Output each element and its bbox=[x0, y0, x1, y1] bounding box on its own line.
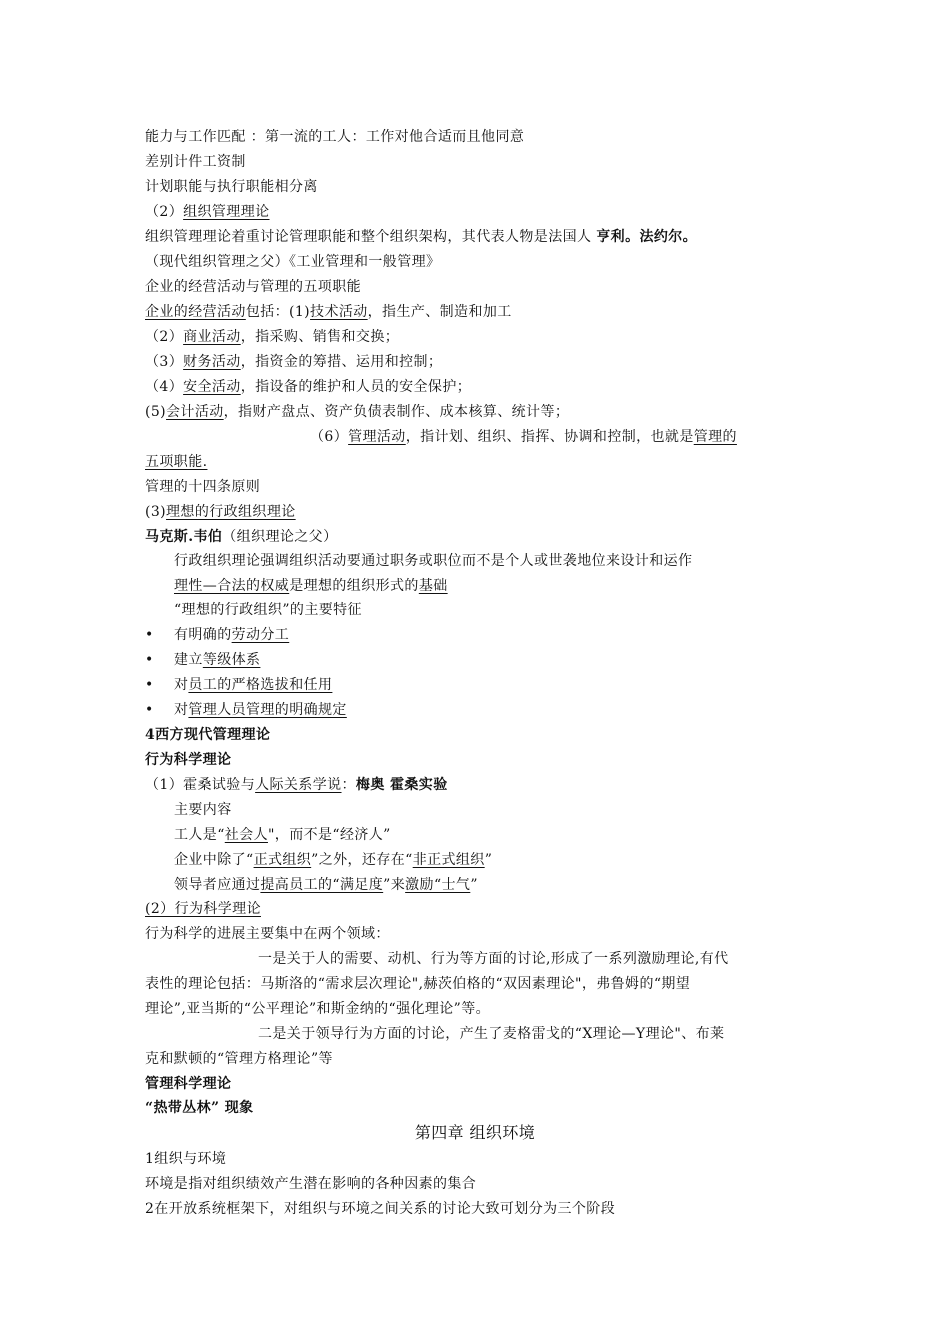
underlined-term: 社会人 bbox=[224, 827, 268, 843]
underlined-term: 员工的严格选拔和任用 bbox=[188, 677, 333, 693]
text-span: 2在开放系统框架下，对组织与环境之间关系的讨论大致可划分为三个阶段 bbox=[145, 1201, 616, 1217]
underlined-term: 管理人员管理的明确规定 bbox=[188, 702, 347, 718]
text-line bbox=[145, 128, 810, 146]
underlined-term: 理想的行政组织理论 bbox=[166, 504, 296, 520]
bullet-item bbox=[145, 651, 810, 669]
underlined-term: 正式组织 bbox=[253, 852, 312, 868]
text-span: "，而不是“经济人” bbox=[267, 827, 391, 843]
text-span: ” bbox=[470, 877, 478, 893]
text-line bbox=[145, 353, 810, 371]
text-span: 一是关于人的需要、动机、行为等方面的讨论,形成了一系列激励理论,有代 bbox=[258, 951, 729, 967]
text-line bbox=[145, 403, 810, 421]
text-line bbox=[174, 851, 839, 869]
text-line bbox=[145, 975, 810, 993]
text-span: (3) bbox=[145, 504, 167, 520]
bold-name: 马克斯.韦伯 bbox=[145, 529, 223, 545]
text-span: ，指设备的维护和人员的安全保护； bbox=[240, 379, 472, 395]
bold-name: 亨利。法约尔。 bbox=[596, 229, 698, 245]
text-span: （4） bbox=[145, 379, 184, 395]
text-line bbox=[145, 328, 810, 346]
underlined-term: 财务活动 bbox=[183, 354, 241, 370]
text-span: ，指财产盘点、资产负债表制作、成本核算、统计等； bbox=[223, 404, 570, 420]
underlined-term: 等级体系 bbox=[202, 652, 261, 668]
text-span: 第四章 组织环境 bbox=[414, 1123, 536, 1142]
text-span: 行为科学的进展主要集中在两个领域： bbox=[145, 926, 390, 942]
underlined-term: 理性—合法的权威 bbox=[174, 578, 290, 594]
underlined-term: (2）行为科学理论 bbox=[145, 901, 261, 917]
text-span: (5) bbox=[145, 404, 167, 420]
text-span: 管理的十四条原则 bbox=[145, 479, 261, 495]
text-span: 克和默顿的“管理方格理论”等 bbox=[145, 1051, 333, 1067]
bullet-icon: • bbox=[145, 652, 154, 668]
section-heading bbox=[145, 751, 810, 769]
text-span: 能力与工作匹配 ：第一流的工人：工作对他合适而且他同意 bbox=[145, 129, 525, 145]
text-span: （组织理论之父） bbox=[222, 529, 338, 545]
text-line bbox=[145, 1175, 810, 1193]
text-line bbox=[258, 1025, 810, 1043]
bullet-icon: • bbox=[145, 627, 154, 643]
text-line bbox=[174, 826, 839, 844]
underlined-term: 提高员工的“满足度 bbox=[260, 877, 384, 893]
text-line bbox=[145, 253, 810, 271]
text-line bbox=[145, 1150, 810, 1168]
underlined-term: 激励“士气 bbox=[405, 877, 471, 893]
text-line bbox=[174, 577, 839, 595]
text-span: （1）霍桑试验与 bbox=[145, 777, 256, 793]
text-line bbox=[145, 378, 810, 396]
text-span: 企业的经营活动与管理的五项职能 bbox=[145, 279, 361, 295]
text-span: 计划职能与执行职能相分离 bbox=[145, 179, 318, 195]
text-line bbox=[145, 228, 810, 246]
underlined-term: 企业的经营活动 bbox=[145, 304, 246, 320]
text-line bbox=[145, 1050, 810, 1068]
text-span: 环境是指对组织绩效产生潜在影响的各种因素的集合 bbox=[145, 1176, 477, 1192]
text-span: ，指资金的筹措、运用和控制； bbox=[240, 354, 443, 370]
text-span: 1组织与环境 bbox=[145, 1151, 227, 1167]
section-heading bbox=[145, 203, 810, 221]
text-line bbox=[145, 1200, 810, 1218]
section-heading bbox=[145, 503, 810, 521]
section-heading bbox=[145, 1099, 810, 1117]
text-span: （6） bbox=[310, 429, 349, 445]
underlined-term: 人际关系学说 bbox=[255, 777, 342, 793]
text-span: ： bbox=[341, 777, 356, 793]
text-span: ”之外，还存在“ bbox=[311, 852, 413, 868]
text-span: 对 bbox=[174, 702, 189, 718]
text-line bbox=[145, 453, 810, 471]
text-span: 理论”,亚当斯的“公平理论”和斯金纳的“强化理论”等。 bbox=[145, 1001, 491, 1017]
text-line bbox=[310, 428, 810, 446]
underlined-term: 劳动分工 bbox=[231, 627, 290, 643]
text-line bbox=[145, 1000, 810, 1018]
text-line bbox=[174, 876, 839, 894]
text-span: （现代组织管理之父）《工业管理和一般管理》 bbox=[145, 254, 441, 270]
text-span: “热带丛林” 现象 bbox=[145, 1100, 254, 1116]
text-span: 组织管理理论着重讨论管理职能和整个组织架构，其代表人物是法国人 bbox=[145, 229, 592, 245]
text-span: ”来 bbox=[383, 877, 406, 893]
text-line bbox=[145, 178, 810, 196]
underlined-term: 商业活动 bbox=[183, 329, 241, 345]
text-span: ，指生产、制造和加工 bbox=[367, 304, 512, 320]
text-span: 主要内容 bbox=[174, 802, 232, 818]
text-line bbox=[145, 925, 810, 943]
bullet-item bbox=[145, 701, 810, 719]
underlined-term: 非正式组织 bbox=[412, 852, 485, 868]
text-span: 行政组织理论强调组织活动要通过职务或职位而不是个人或世袭地位来设计和运作 bbox=[174, 553, 693, 569]
text-span: 建立 bbox=[174, 652, 203, 668]
text-span: ，指采购、销售和交换； bbox=[240, 329, 400, 345]
section-heading bbox=[145, 900, 810, 918]
text-span: （2） bbox=[145, 329, 184, 345]
underlined-term: 安全活动 bbox=[183, 379, 241, 395]
text-line bbox=[174, 601, 839, 619]
section-heading bbox=[145, 1075, 810, 1093]
text-line bbox=[258, 950, 810, 968]
text-line bbox=[145, 776, 810, 794]
text-line bbox=[174, 801, 839, 819]
text-line bbox=[145, 478, 810, 496]
text-span: 表性的理论包括：马斯洛的“需求层次理论",赫茨伯格的“双因素理论"，弗鲁姆的“期望 bbox=[145, 976, 691, 992]
text-span: 企业中除了“ bbox=[174, 852, 254, 868]
text-span: ，指计划、组织、指挥、协调和控制，也就是 bbox=[405, 429, 694, 445]
text-line bbox=[145, 153, 810, 171]
underlined-term: 组织管理理论 bbox=[183, 204, 270, 220]
bullet-item bbox=[145, 626, 810, 644]
text-span: 行为科学理论 bbox=[145, 752, 232, 768]
section-heading bbox=[145, 726, 810, 744]
text-span: （2） bbox=[145, 204, 184, 220]
text-span: 领导者应通过 bbox=[174, 877, 261, 893]
text-span: 二是关于领导行为方面的讨论，产生了麦格雷戈的“X理论—Y理论"、布莱 bbox=[258, 1026, 725, 1042]
text-span: ” bbox=[484, 852, 493, 868]
text-line bbox=[145, 278, 810, 296]
text-span: “理想的行政组织”的主要特征 bbox=[174, 602, 362, 618]
underlined-term: 管理的 bbox=[693, 429, 737, 445]
bullet-icon: • bbox=[145, 677, 154, 693]
chapter-title bbox=[0, 1124, 950, 1142]
text-line bbox=[174, 552, 839, 570]
text-span: 有明确的 bbox=[174, 627, 232, 643]
text-line bbox=[145, 528, 810, 546]
text-span: 差别计件工资制 bbox=[145, 154, 246, 170]
bullet-icon: • bbox=[145, 702, 154, 718]
underlined-term: 会计活动 bbox=[166, 404, 224, 420]
text-span: 管理科学理论 bbox=[145, 1076, 232, 1092]
text-span: （3） bbox=[145, 354, 184, 370]
text-span: 是理想的组织形式的 bbox=[289, 578, 419, 594]
text-span: 4西方现代管理理论 bbox=[145, 727, 271, 743]
bold-name: 梅奥 霍桑实验 bbox=[355, 777, 448, 793]
underlined-term: 基础 bbox=[418, 578, 448, 594]
bullet-item bbox=[145, 676, 810, 694]
underlined-term: 五项职能. bbox=[145, 454, 208, 470]
text-line bbox=[145, 303, 810, 321]
underlined-term: 技术活动 bbox=[310, 304, 368, 320]
text-span: 对 bbox=[174, 677, 189, 693]
text-span: 包括：(1) bbox=[245, 304, 311, 320]
underlined-term: 管理活动 bbox=[348, 429, 406, 445]
text-span: 工人是“ bbox=[174, 827, 225, 843]
